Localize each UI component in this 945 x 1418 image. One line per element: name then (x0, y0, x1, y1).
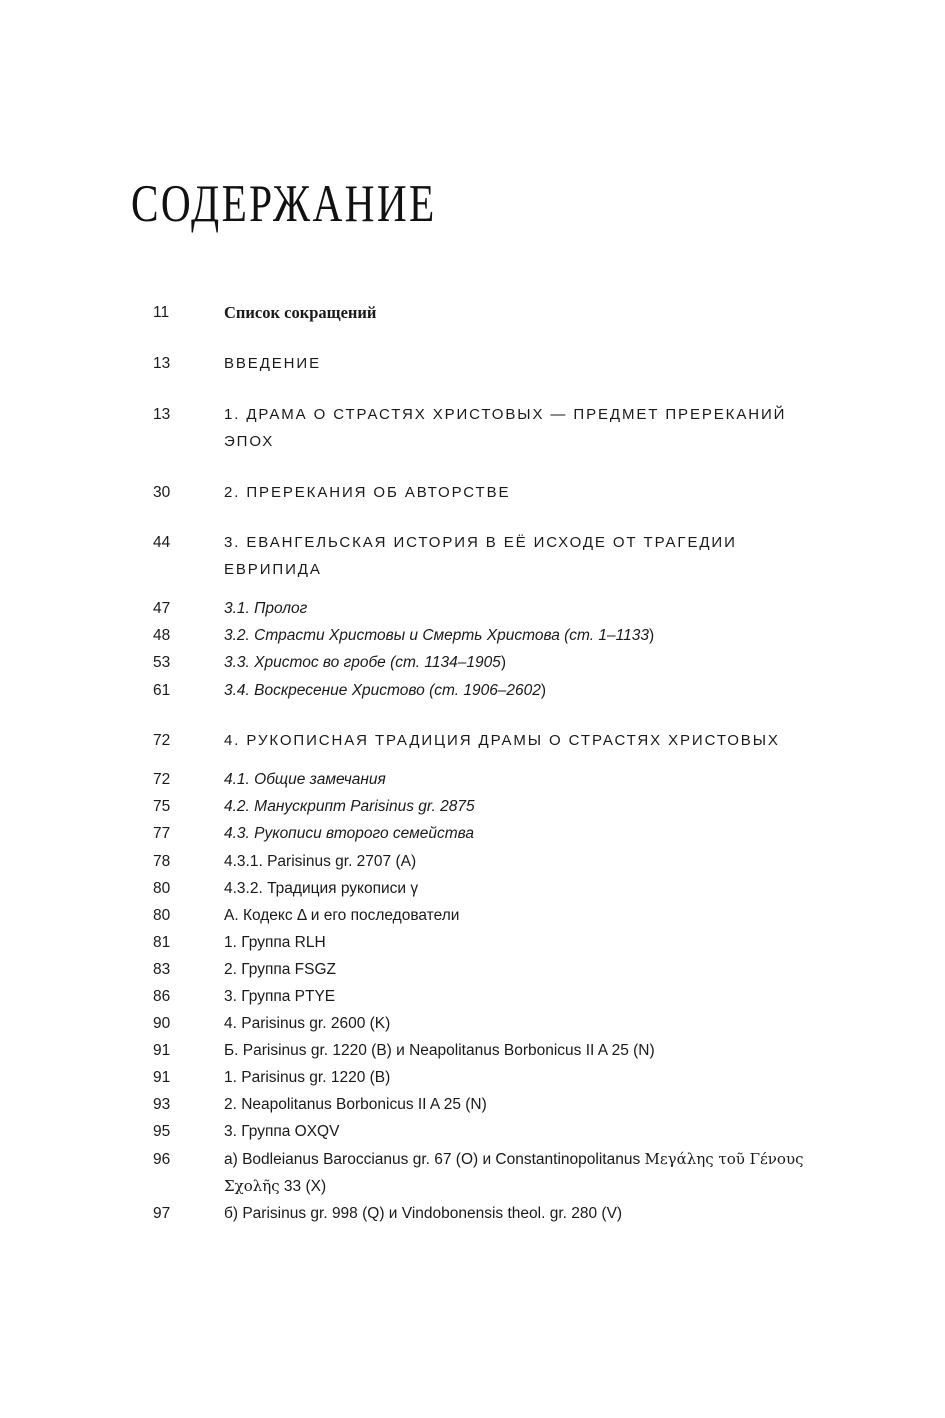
toc-title: 2. ПРЕРЕКАНИЯ ОБ АВТОРСТВЕ (224, 484, 511, 501)
toc-page-number: 47 (153, 600, 171, 617)
toc-page-number: 80 (153, 880, 171, 897)
toc-entry (0, 1146, 945, 1174)
toc-title: 4.3.1. Parisinus gr. 2707 (A) (224, 853, 417, 870)
toc-page-number: 93 (153, 1096, 171, 1113)
toc-title: 4.3.2. Традиция рукописи γ (224, 880, 419, 897)
toc-title-greek: Μεγάλης τοῦ Γένους (644, 1150, 804, 1168)
toc-page-number: 80 (153, 907, 171, 924)
toc-title-italic: 4.1. Общие замечания (224, 771, 386, 788)
toc-entry (0, 902, 945, 930)
toc-title: 4. РУКОПИСНАЯ ТРАДИЦИЯ ДРАМЫ О СТРАСТЯХ ХРИСТОВЫХ (224, 732, 780, 749)
toc-title-latin: а) Bodleianus Baroccianus gr. 67 (O) и Constantinopolitanus (224, 1151, 645, 1168)
toc-title (224, 820, 814, 847)
toc-page-number: 91 (153, 1069, 171, 1086)
toc-title-italic: 4.2. Манускрипт Parisinus gr. 2875 (224, 798, 475, 815)
toc-title: А. Кодекс Δ и его последователи (224, 907, 460, 924)
toc-title (224, 649, 814, 676)
toc-title (224, 595, 814, 622)
toc-entry-continuation (0, 556, 945, 584)
toc-entry (0, 401, 945, 429)
toc-title (224, 1146, 814, 1173)
toc-entry (0, 299, 945, 327)
toc-entry (0, 677, 945, 705)
toc-title-greek: Σχολῆς (224, 1177, 280, 1195)
toc-title: 1. Группа RLH (224, 934, 326, 951)
toc-page-number: 96 (153, 1151, 171, 1168)
toc-entry-continuation (0, 1173, 945, 1201)
toc-page-number: 91 (153, 1042, 171, 1059)
toc-entry (0, 956, 945, 984)
toc-entry (0, 848, 945, 876)
toc-entry (0, 929, 945, 957)
toc-entry-continuation (0, 428, 945, 456)
toc-title: 3. Группа OXQV (224, 1123, 340, 1140)
toc-title-latin: 33 (X) (279, 1178, 327, 1195)
toc-entry (0, 1010, 945, 1038)
toc-entry (0, 983, 945, 1011)
toc-entry (0, 1118, 945, 1146)
toc-page-number: 78 (153, 853, 171, 870)
toc-entry (0, 529, 945, 557)
toc-entry (0, 793, 945, 821)
toc-page-number: 13 (153, 355, 171, 372)
toc-page-number: 30 (153, 484, 171, 501)
toc-title: б) Parisinus gr. 998 (Q) и Vindobonensis theol. gr. 280 (V) (224, 1205, 623, 1222)
toc-page-number: 53 (153, 654, 171, 671)
toc-title-italic: 3.4. Воскресение Христово (ст. 1906–2602 (224, 682, 541, 699)
toc-title-italic: 4.3. Рукописи второго семейства (224, 825, 475, 842)
toc-title-continuation (224, 1173, 814, 1200)
toc-entry (0, 622, 945, 650)
toc-entry (0, 595, 945, 623)
toc-title (224, 793, 814, 820)
toc-title: 1. ДРАМА О СТРАСТЯХ ХРИСТОВЫХ — ПРЕДМЕТ ПРЕРЕКАНИЙ (224, 406, 787, 423)
toc-title-italic: 3.2. Страсти Христовы и Смерть Христова (ст. 1–1133 (224, 627, 649, 644)
toc-title: Список сокращений (224, 303, 377, 322)
toc-title: 3. Группа PTYE (224, 988, 336, 1005)
toc-page-number: 72 (153, 732, 171, 749)
toc-page-number: 44 (153, 534, 171, 551)
toc-title: 2. Neapolitanus Borbonicus II A 25 (N) (224, 1096, 487, 1113)
toc-entry (0, 875, 945, 903)
toc-entry (0, 649, 945, 677)
toc-entry (0, 820, 945, 848)
toc-title-continuation: ЭПОХ (224, 433, 275, 450)
toc-title-italic: 3.3. Христос во гробе (ст. 1134–1905 (224, 654, 501, 671)
toc-page-number: 61 (153, 682, 171, 699)
toc-title-plain: ) (500, 654, 506, 671)
toc-page-number: 97 (153, 1205, 171, 1222)
toc-title: ВВЕДЕНИЕ (224, 355, 321, 372)
toc-page-number: 72 (153, 771, 171, 788)
toc-title: 4. Parisinus gr. 2600 (K) (224, 1015, 391, 1032)
toc-page-number: 83 (153, 961, 171, 978)
toc-title-plain: ) (648, 627, 655, 644)
toc-entry (0, 766, 945, 794)
toc-title (224, 622, 814, 649)
toc-page-number: 75 (153, 798, 171, 815)
toc-page-number: 13 (153, 406, 171, 423)
toc-page-number: 95 (153, 1123, 171, 1140)
toc-title: Б. Parisinus gr. 1220 (B) и Neapolitanus Borbonicus II A 25 (N) (224, 1042, 655, 1059)
toc-page-number: 48 (153, 627, 171, 644)
toc-entry (0, 1064, 945, 1092)
toc-title (224, 677, 814, 704)
toc-entry (0, 350, 945, 378)
toc-title-italic: 3.1. Пролог (224, 600, 308, 617)
toc-page-number: 86 (153, 988, 171, 1005)
page-title: СОДЕРЖАНИЕ (131, 175, 437, 233)
toc-title: 3. ЕВАНГЕЛЬСКАЯ ИСТОРИЯ В ЕЁ ИСХОДЕ ОТ ТРАГЕДИИ (224, 534, 737, 551)
toc-title: 2. Группа FSGZ (224, 961, 336, 978)
toc-title-continuation: ЕВРИПИДА (224, 561, 322, 578)
toc-page-number: 90 (153, 1015, 171, 1032)
toc-title-plain: ) (540, 682, 547, 699)
toc-page-number: 11 (153, 304, 170, 321)
toc-entry (0, 1091, 945, 1119)
toc-page-number: 77 (153, 825, 171, 842)
toc-title (224, 766, 814, 793)
toc-entry (0, 479, 945, 507)
toc-entry (0, 1037, 945, 1065)
toc-page-number: 81 (153, 934, 171, 951)
toc-entry (0, 1200, 945, 1228)
toc-title: 1. Parisinus gr. 1220 (B) (224, 1069, 391, 1086)
toc-entry (0, 727, 945, 755)
